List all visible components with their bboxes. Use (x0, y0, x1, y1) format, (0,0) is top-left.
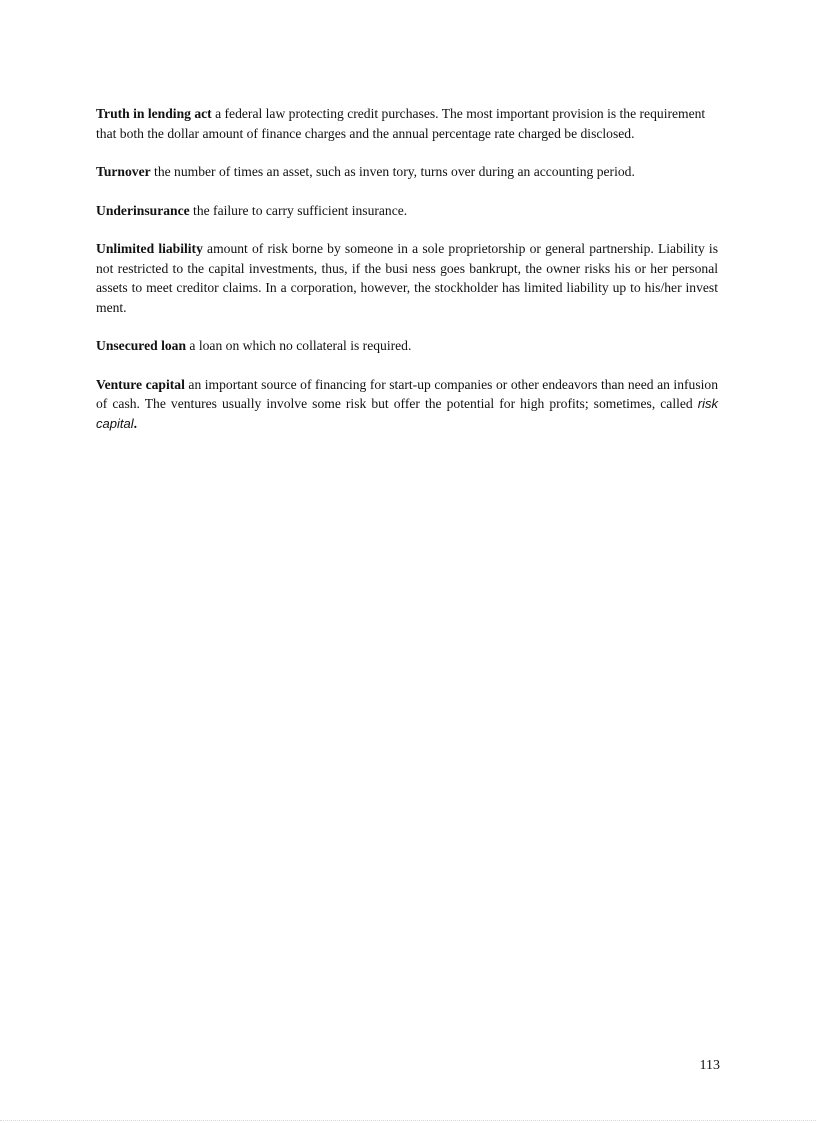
glossary-definition-end: . (133, 415, 137, 431)
glossary-entry-venture-capital (96, 375, 718, 434)
glossary-term: Truth in lending act (96, 106, 212, 121)
glossary-definition: amount of risk borne by someone in a sole proprietorship or general partnership. Liability is not restricted to the capital investments, thus, if the busi ness goes bankrupt, the owner risks his or her personal assets to meet creditor claims. In a corporation, however, the stockholder has limited liability up to his/her invest ment. (96, 241, 718, 315)
glossary-definition: a loan on which no collateral is required. (186, 338, 412, 353)
glossary-term: Underinsurance (96, 202, 190, 218)
glossary-entries (96, 104, 718, 452)
glossary-entry-truth-in-lending-act (96, 104, 718, 143)
glossary-term: Unlimited liability (96, 241, 203, 256)
glossary-entry-unlimited-liability (96, 239, 718, 317)
glossary-definition: a federal law protecting credit purchases. The most important provision is the requirement that both the dollar amount of finance charges and the annual percentage rate charged be disclosed. (96, 106, 706, 141)
glossary-entry-turnover (96, 162, 718, 182)
glossary-definition: the number of times an asset, such as inven tory, turns over during an accounting period. (150, 164, 635, 179)
glossary-term: Unsecured loan (96, 338, 187, 353)
glossary-definition: an important source of financing for start-up companies or other endeavors than need an infusion of cash. The ventures usually involve some risk but offer the potential for high profits; sometimes, called (96, 376, 718, 411)
page-number: 113 (699, 1058, 720, 1073)
glossary-term: Venture capital (96, 376, 185, 392)
page-bottom-rule (0, 1120, 816, 1121)
glossary-term: Turnover (96, 164, 151, 179)
glossary-definition-emphasis: risk capital (96, 396, 718, 431)
glossary-entry-underinsurance (96, 201, 718, 221)
glossary-definition: the failure to carry sufficient insurance. (189, 202, 408, 218)
glossary-entry-unsecured-loan (96, 336, 718, 356)
